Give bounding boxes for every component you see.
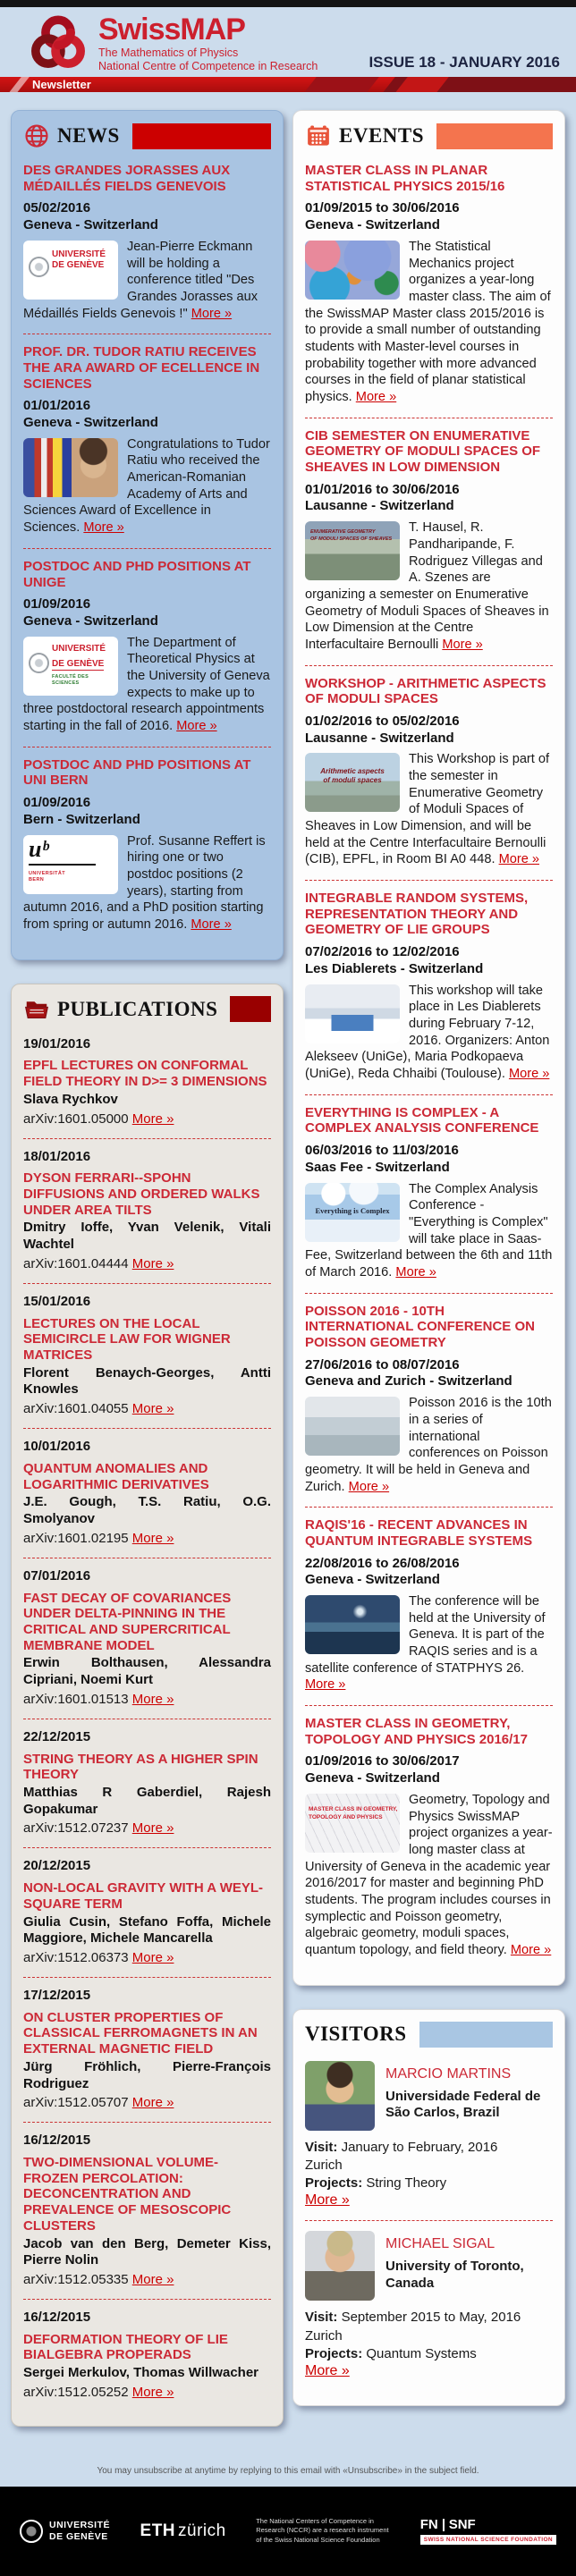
event-date-range: 01/09/2015 to 30/06/2016 (305, 200, 460, 216)
publication-date: 17/12/2015 (23, 1988, 91, 2004)
news-item-thumbnail (23, 241, 118, 300)
projects-value: String Theory (366, 2175, 447, 2192)
publication-date: 15/01/2016 (23, 1293, 91, 1309)
publication-date: 16/12/2015 (23, 2133, 91, 2149)
event-item (305, 418, 553, 665)
visitors-header-bar (419, 2022, 553, 2048)
event-text: This Workshop is part of the semester in Enumerative Geometry of Moduli Spaces of Sheaves in Low Dimension, and will be held at the Centre Interfacultaire Bernoulli (CIB), EPFL, in Room BI A0 448. (305, 752, 550, 867)
publication-date: 16/12/2015 (23, 2310, 91, 2326)
more-link[interactable]: More » (395, 1264, 436, 1280)
publications-header-bar (230, 996, 271, 1022)
publication-arxiv-line (23, 1111, 271, 1127)
arxiv-id: arXiv:1601.05000 (23, 1111, 129, 1127)
news-item (23, 747, 271, 945)
event-body (305, 239, 553, 406)
publication-date: 10/01/2016 (23, 1439, 91, 1455)
event-location: Geneva - Switzerland (305, 217, 440, 233)
news-item-body (23, 635, 271, 735)
publication-item (23, 1847, 271, 1977)
event-body (305, 519, 553, 653)
event-title: WORKSHOP - ARITHMETIC ASPECTS OF MODULI SPACES (305, 675, 546, 707)
publication-arxiv-line (23, 1401, 271, 1416)
publications-card (11, 984, 284, 2427)
arxiv-id: arXiv:1601.02195 (23, 1530, 129, 1546)
event-location: Geneva - Switzerland (305, 1770, 440, 1786)
arxiv-id: arXiv:1512.07237 (23, 1820, 129, 1837)
publication-item (23, 2299, 271, 2411)
publication-arxiv-line (23, 1820, 271, 1836)
news-section-title: NEWS (57, 124, 120, 147)
events-header-bar (436, 123, 553, 149)
visit-value: September 2015 to May, 2016 (341, 2310, 521, 2326)
news-item-location: Geneva - Switzerland (23, 217, 158, 233)
publication-title: LECTURES ON THE LOCAL SEMICIRCLE LAW FOR WIGNER MATRICES (23, 1315, 231, 1363)
event-item (305, 1094, 553, 1293)
news-item-text: Prof. Susanne Reffert is hiring one or two postdoc positions (2 years), starting from autumn 2016, and a PhD position starting from spring or autumn 2016. (23, 833, 266, 932)
visitor-projects-line (305, 2345, 553, 2363)
projects-value: Quantum Systems (366, 2345, 477, 2361)
eth-logo (140, 2521, 226, 2541)
news-item-date: 05/02/2016 (23, 200, 91, 216)
event-body (305, 1181, 553, 1281)
more-link[interactable]: More » (305, 2192, 350, 2209)
header (0, 7, 576, 77)
more-link[interactable]: More » (131, 1255, 174, 1271)
brand-name: SwissMAP (98, 13, 245, 46)
more-link[interactable]: More » (348, 1479, 390, 1494)
news-item-body (23, 436, 271, 536)
event-thumbnail (305, 521, 400, 580)
newsletter-banner (0, 77, 576, 92)
event-thumbnail (305, 1595, 400, 1654)
news-item-date: 01/09/2016 (23, 596, 91, 612)
snsf-fn: FN (419, 2517, 438, 2533)
news-item-body (23, 239, 271, 322)
more-link[interactable]: More » (131, 1401, 174, 1417)
publication-arxiv-line (23, 1692, 271, 1707)
visitor-identity (385, 2061, 553, 2131)
more-link[interactable]: More » (498, 852, 539, 867)
visitors-section-title: VISITORS (305, 2023, 407, 2046)
left-column (11, 110, 284, 2450)
news-item-thumbnail (23, 835, 118, 894)
visitor-visit-line (305, 2139, 553, 2157)
arxiv-id: arXiv:1512.05707 (23, 2095, 129, 2111)
event-title: EVERYTHING IS COMPLEX - A COMPLEX ANALYSIS CONFERENCE (305, 1104, 539, 1136)
more-link[interactable]: More » (131, 1111, 174, 1127)
event-date-range: 22/08/2016 to 26/08/2016 (305, 1555, 460, 1571)
top-bar (0, 0, 576, 7)
event-text: Geometry, Topology and Physics SwissMAP project organizes a year-long master class at University of Geneva in the academic year 2016/2017 for master and beginning PhD students. The program includes courses in symplectic and Poisson geometry, algebraic geometry, moduli spaces, quantum topology, and field theory. (305, 1792, 553, 1958)
news-item-title: PROF. DR. TUDOR RATIU RECEIVES THE ARA AWARD OF ECELLENCE IN SCIENCES (23, 344, 260, 392)
event-item (305, 153, 553, 418)
event-title: CIB SEMESTER ON ENUMERATIVE GEOMETRY OF MODULI SPACES OF SHEAVES IN LOW DIMENSION (305, 427, 541, 475)
event-body (305, 751, 553, 868)
event-date-range: 01/02/2016 to 05/02/2016 (305, 713, 460, 729)
event-date-range: 06/03/2016 to 11/03/2016 (305, 1143, 459, 1159)
more-link[interactable]: More » (305, 2363, 350, 2379)
event-location: Les Diablerets - Switzerland (305, 960, 484, 976)
publication-authors: Slava Rychkov (23, 1091, 118, 1107)
news-item-date: 01/01/2016 (23, 398, 91, 414)
thumbnail-caption: FACULTÉ DES SCIENCES (52, 674, 89, 687)
thumbnail-caption: MASTER CLASS IN GEOMETRY, (309, 1805, 398, 1812)
calendar-icon (305, 122, 332, 149)
event-title: MASTER CLASS IN GEOMETRY, TOPOLOGY AND PHYSICS 2016/17 (305, 1716, 528, 1747)
thumbnail-caption: DE GENÈVE (52, 259, 105, 270)
event-text: The Statistical Mechanics project organizes a year-long master class. The aim of the SwissMAP Master class 2015/2016 is to provide a small number of outstanding students with Master-level courses in probability together with more advanced courses in the field of planar statistical physics. (305, 239, 551, 404)
event-thumbnail (305, 241, 400, 300)
arxiv-id: arXiv:1601.01513 (23, 1691, 129, 1707)
thumbnail-caption: DE GENÈVE (52, 658, 105, 669)
publication-title: NON-LOCAL GRAVITY WITH A WEYL-SQUARE TERM (23, 1880, 264, 1912)
event-body (305, 983, 553, 1083)
event-body (305, 1593, 553, 1693)
publication-authors: Florent Benaych-Georges, Antti Knowles (23, 1364, 271, 1398)
event-date-range: 07/02/2016 to 12/02/2016 (305, 944, 460, 960)
publication-authors: Dmitry Ioffe, Yvan Velenik, Vitali Wachtel (23, 1220, 271, 1253)
visitor-affiliation: Universidade Federal de São Carlos, Brazil (385, 2088, 541, 2121)
publication-item (23, 1428, 271, 1558)
news-list (23, 153, 271, 945)
footer-bar (0, 2487, 576, 2576)
news-item-text: Congratulations to Tudor Ratiu who received the American-Romanian Academy of Arts and Sciences Award of Excellence in Sciences. (23, 436, 270, 536)
more-link[interactable]: More » (191, 916, 232, 932)
news-item (23, 334, 271, 548)
snsf-name: SWISS NATIONAL SCIENCE FOUNDATION (420, 2535, 556, 2545)
publication-authors: Jacob van den Berg, Demeter Kiss, Pierre Nolin (23, 2235, 271, 2268)
publication-title: STRING THEORY AS A HIGHER SPIN THEORY (23, 1751, 258, 1783)
news-item-location: Geneva - Switzerland (23, 415, 158, 431)
publications-list (23, 1026, 271, 2411)
news-item (23, 548, 271, 747)
event-thumbnail (305, 1397, 400, 1456)
publication-arxiv-line (23, 2385, 271, 2400)
events-header (305, 122, 553, 149)
more-link[interactable]: More » (510, 1943, 552, 1958)
thumbnail-caption: of moduli spaces (323, 776, 382, 785)
more-link[interactable]: More » (131, 2272, 174, 2288)
visitor-item (305, 2051, 553, 2221)
news-item-text: The Department of Theoretical Physics at the University of Geneva expects to make up to three postdoctoral research appointments starting in the fall of 2016. (23, 635, 270, 734)
more-link[interactable]: More » (131, 1691, 174, 1707)
event-date-range: 01/01/2016 to 30/06/2016 (305, 481, 460, 497)
publication-item (23, 1977, 271, 2122)
banner-decor-shape (294, 77, 387, 92)
event-title: MASTER CLASS IN PLANAR STATISTICAL PHYSICS 2015/16 (305, 163, 505, 194)
publication-arxiv-line (23, 1256, 271, 1271)
more-link[interactable]: More » (131, 1820, 174, 1837)
visitor-affiliation: University of Toronto, Canada (385, 2259, 524, 2292)
event-thumbnail (305, 1183, 400, 1242)
publication-date: 07/01/2016 (23, 1567, 91, 1584)
publication-title: TWO-DIMENSIONAL VOLUME-FROZEN PERCOLATION: DECONCENTRATION AND PREVALENCE OF MESOSCOPIC CLUSTERS (23, 2155, 232, 2234)
more-link[interactable]: More » (305, 1677, 346, 1693)
event-title: RAQIS'16 - RECENT ADVANCES IN QUANTUM INTEGRABLE SYSTEMS (305, 1517, 533, 1549)
event-body (305, 1395, 553, 1495)
visitor-top-row (305, 2231, 553, 2301)
visitor-visit-line (305, 2309, 553, 2327)
event-date-range: 01/09/2016 to 30/06/2017 (305, 1753, 460, 1769)
visitor-city: Zurich (305, 2157, 343, 2173)
arxiv-id: arXiv:1512.06373 (23, 1950, 129, 1966)
thumbnail-caption: TOPOLOGY AND PHYSICS (309, 1813, 383, 1820)
visit-label: Visit: (305, 2310, 338, 2326)
visitor-photo (305, 2231, 375, 2301)
publication-item (23, 1138, 271, 1283)
event-title: POISSON 2016 - 10TH INTERNATIONAL CONFERENCE ON POISSON GEOMETRY (305, 1303, 535, 1350)
unige-logo-text (49, 2520, 110, 2543)
more-link[interactable]: More » (131, 2384, 174, 2400)
publication-date: 20/12/2015 (23, 1858, 91, 1874)
brand-block (98, 11, 318, 77)
events-list (305, 153, 553, 1971)
news-item-title: POSTDOC AND PHD POSITIONS AT UNI BERN (23, 756, 251, 789)
more-link[interactable]: More » (131, 2095, 174, 2111)
publication-title: EPFL LECTURES ON CONFORMAL FIELD THEORY IN D>= 3 DIMENSIONS (23, 1058, 267, 1090)
arxiv-id: arXiv:1601.04444 (23, 1255, 129, 1271)
arxiv-id: arXiv:1512.05252 (23, 2384, 129, 2400)
event-item (305, 665, 553, 881)
publication-authors: Erwin Bolthausen, Alessandra Cipriani, Noemi Kurt (23, 1655, 271, 1688)
news-item-date: 01/09/2016 (23, 795, 91, 811)
unige-logo-line2: DE GENÈVE (49, 2530, 108, 2542)
unsubscribe-note: You may unsubscribe at anytime by replying to this email with «Unsubscribe» in the subject field. (97, 2465, 479, 2476)
globe-icon (23, 122, 50, 149)
event-text: T. Hausel, R. Pandharipande, F. Rodriguez Villegas and A. Szenes are organizing a semester on Enumerative Geometry of Moduli Spaces of Sheaves in Low Dimension at the Centre Interfacultaire Bernoulli (305, 520, 549, 652)
visitor-name: MARCIO MARTINS (385, 2065, 512, 2082)
event-item (305, 1705, 553, 1971)
publication-item (23, 1558, 271, 1719)
projects-label: Projects: (305, 2345, 363, 2361)
thumbnail-caption: UNIVERSITÉ (52, 643, 106, 654)
publication-date: 18/01/2016 (23, 1148, 91, 1164)
event-item (305, 880, 553, 1094)
snsf-marks (420, 2517, 556, 2532)
publication-item (23, 2122, 271, 2299)
visitor-item (305, 2220, 553, 2391)
event-thumbnail (305, 753, 400, 812)
thumbnail-caption: BERN (29, 877, 45, 883)
swissmap-logo-icon (25, 11, 91, 77)
unige-logo-line1: UNIVERSITÉ (49, 2519, 111, 2530)
unige-logo (20, 2520, 110, 2543)
publication-title: QUANTUM ANOMALIES AND LOGARITHMIC DERIVATIVES (23, 1460, 209, 1492)
event-location: Saas Fee - Switzerland (305, 1159, 450, 1175)
event-location: Lausanne - Switzerland (305, 498, 454, 514)
arxiv-id: arXiv:1601.04055 (23, 1401, 129, 1417)
more-link[interactable]: More » (191, 306, 233, 321)
events-card (292, 110, 565, 1986)
visit-value: January to February, 2016 (341, 2139, 498, 2155)
event-item (305, 1293, 553, 1508)
news-item-title: POSTDOC AND PHD POSITIONS AT UNIGE (23, 558, 251, 590)
news-item (23, 153, 271, 334)
issue-label: ISSUE 18 - JANUARY 2016 (368, 54, 560, 71)
more-link[interactable]: More » (131, 1530, 174, 1546)
thumbnail-caption: UNIVERSITÉ (52, 249, 106, 259)
visit-label: Visit: (305, 2139, 338, 2155)
publication-arxiv-line (23, 1531, 271, 1546)
thumbnail-caption: uᵇ (29, 837, 96, 866)
event-item (305, 1507, 553, 1705)
visitors-list (305, 2051, 553, 2392)
brand-tagline-2: National Centre of Competence in Research (98, 60, 318, 73)
event-text: Poisson 2016 is the 10th in a series of international conferences on Poisson geometry. It will be held in Geneva and Zurich. (305, 1396, 552, 1494)
more-link[interactable]: More » (508, 1067, 550, 1082)
publication-item (23, 1283, 271, 1428)
events-section-title: EVENTS (339, 124, 425, 147)
publication-arxiv-line (23, 1950, 271, 1965)
publications-section-title: PUBLICATIONS (57, 997, 218, 1020)
event-body (305, 1792, 553, 1959)
event-text: This workshop will take place in Les Diablerets during February 7-12, 2016. Organizers: Anton Alekseev (UniGe), Maria Podkopaeva (UniGe), Reda Chhaibi (Toulouse). (305, 983, 550, 1082)
event-thumbnail (305, 1794, 400, 1853)
event-thumbnail (305, 984, 400, 1043)
unige-seal-icon (20, 2520, 43, 2543)
thumbnail-caption: Arithmetic aspects (320, 767, 385, 776)
publication-title: DEFORMATION THEORY OF LIE BIALGEBRA PROPERADS (23, 2331, 228, 2363)
visitor-top-row (305, 2061, 553, 2131)
publication-date: 19/01/2016 (23, 1035, 91, 1052)
publication-item (23, 1026, 271, 1138)
news-item-body (23, 833, 271, 933)
event-text: The Complex Analysis Conference - "Everything is Complex" will take place in Saas-Fee, Switzerland between the 6th and 11th of March 2016. (305, 1181, 553, 1280)
nccr-text: The National Centers of Competence in Research (NCCR) are a research instrument of the Swiss National Science Foundation (256, 2516, 389, 2545)
visitors-header (305, 2022, 553, 2048)
news-item-location: Geneva - Switzerland (23, 612, 158, 629)
event-location: Lausanne - Switzerland (305, 730, 454, 746)
publication-authors: Matthias R Gaberdiel, Rajesh Gopakumar (23, 1784, 271, 1817)
news-item-text: Jean-Pierre Eckmann will be holding a conference titled "Des Grandes Jorasses aux Médaillés Fields Genevois !" (23, 239, 258, 321)
event-text: The conference will be held at the University of Geneva. It is part of the RAQIS series and is a satellite conference of STATPHYS 26. (305, 1594, 546, 1676)
visitor-photo (305, 2061, 375, 2131)
publication-authors: J.E. Gough, T.S. Ratiu, O.G. Smolyanov (23, 1494, 271, 1527)
publication-item (23, 1719, 271, 1848)
event-location: Geneva - Switzerland (305, 1572, 440, 1588)
visitor-identity (385, 2231, 553, 2301)
publications-header (23, 996, 271, 1023)
visitor-projects-line (305, 2175, 553, 2192)
more-link[interactable]: More » (442, 637, 483, 652)
thumbnail-caption: Everything is Complex (315, 1205, 390, 1215)
event-title: INTEGRABLE RANDOM SYSTEMS, REPRESENTATION THEORY AND GEOMETRY OF LIE GROUPS (305, 891, 529, 938)
publication-date: 22/12/2015 (23, 1728, 91, 1744)
publication-arxiv-line (23, 2272, 271, 2287)
snsf-divider (443, 2519, 445, 2531)
visitors-card (292, 2009, 565, 2407)
right-column (292, 110, 565, 2429)
visitor-name: MICHAEL SIGAL (385, 2236, 496, 2252)
publication-arxiv-line (23, 2095, 271, 2110)
more-link[interactable]: More » (131, 1950, 174, 1966)
folder-icon (23, 996, 50, 1023)
more-link[interactable]: More » (355, 389, 397, 404)
thumbnail-caption: OF MODULI SPACES OF SHEAVES (310, 536, 393, 542)
event-date-range: 27/06/2016 to 08/07/2016 (305, 1356, 460, 1372)
more-link[interactable]: More » (83, 520, 124, 536)
snsf-logo (420, 2517, 556, 2545)
news-header (23, 122, 271, 149)
news-item-title: DES GRANDES JORASSES AUX MÉDAILLÉS FIELDS GENEVOIS (23, 163, 231, 194)
projects-label: Projects: (305, 2175, 363, 2192)
publication-authors: Sergei Merkulov, Thomas Willwacher (23, 2365, 258, 2381)
publication-title: DYSON FERRARI--SPOHN DIFFUSIONS AND ORDERED WALKS UNDER AREA TILTS (23, 1170, 260, 1218)
event-location: Geneva and Zurich - Switzerland (305, 1373, 512, 1389)
thumbnail-caption: ENUMERATIVE GEOMETRY (310, 529, 376, 536)
eth-logo-zurich: zürich (178, 2521, 226, 2540)
snsf-snf: SNF (448, 2517, 476, 2533)
news-item-location: Bern - Switzerland (23, 811, 140, 827)
news-header-bar (132, 123, 271, 149)
news-item-thumbnail (23, 637, 118, 696)
publication-title: ON CLUSTER PROPERTIES OF CLASSICAL FERROMAGNETS IN AN EXTERNAL MAGNETIC FIELD (23, 2009, 258, 2057)
newsletter-label: Newsletter (32, 78, 91, 91)
visitor-city: Zurich (305, 2327, 343, 2344)
arxiv-id: arXiv:1512.05335 (23, 2272, 129, 2288)
publication-authors: Giulia Cusin, Stefano Foffa, Michele Maggiore, Michele Mancarella (23, 1913, 271, 1947)
news-item-thumbnail (23, 438, 118, 497)
news-card (11, 110, 284, 960)
brand-tagline-1: The Mathematics of Physics (98, 46, 239, 59)
more-link[interactable]: More » (176, 719, 217, 734)
publication-authors: Jürg Fröhlich, Pierre-François Rodriguez (23, 2058, 271, 2091)
publication-title: FAST DECAY OF COVARIANCES UNDER DELTA-PINNING IN THE CRITICAL AND SUPERCRITICAL MEMBRANE MODEL (23, 1590, 232, 1653)
eth-logo-eth: ETH (140, 2521, 176, 2540)
thumbnail-caption: UNIVERSITÄT (29, 871, 66, 877)
